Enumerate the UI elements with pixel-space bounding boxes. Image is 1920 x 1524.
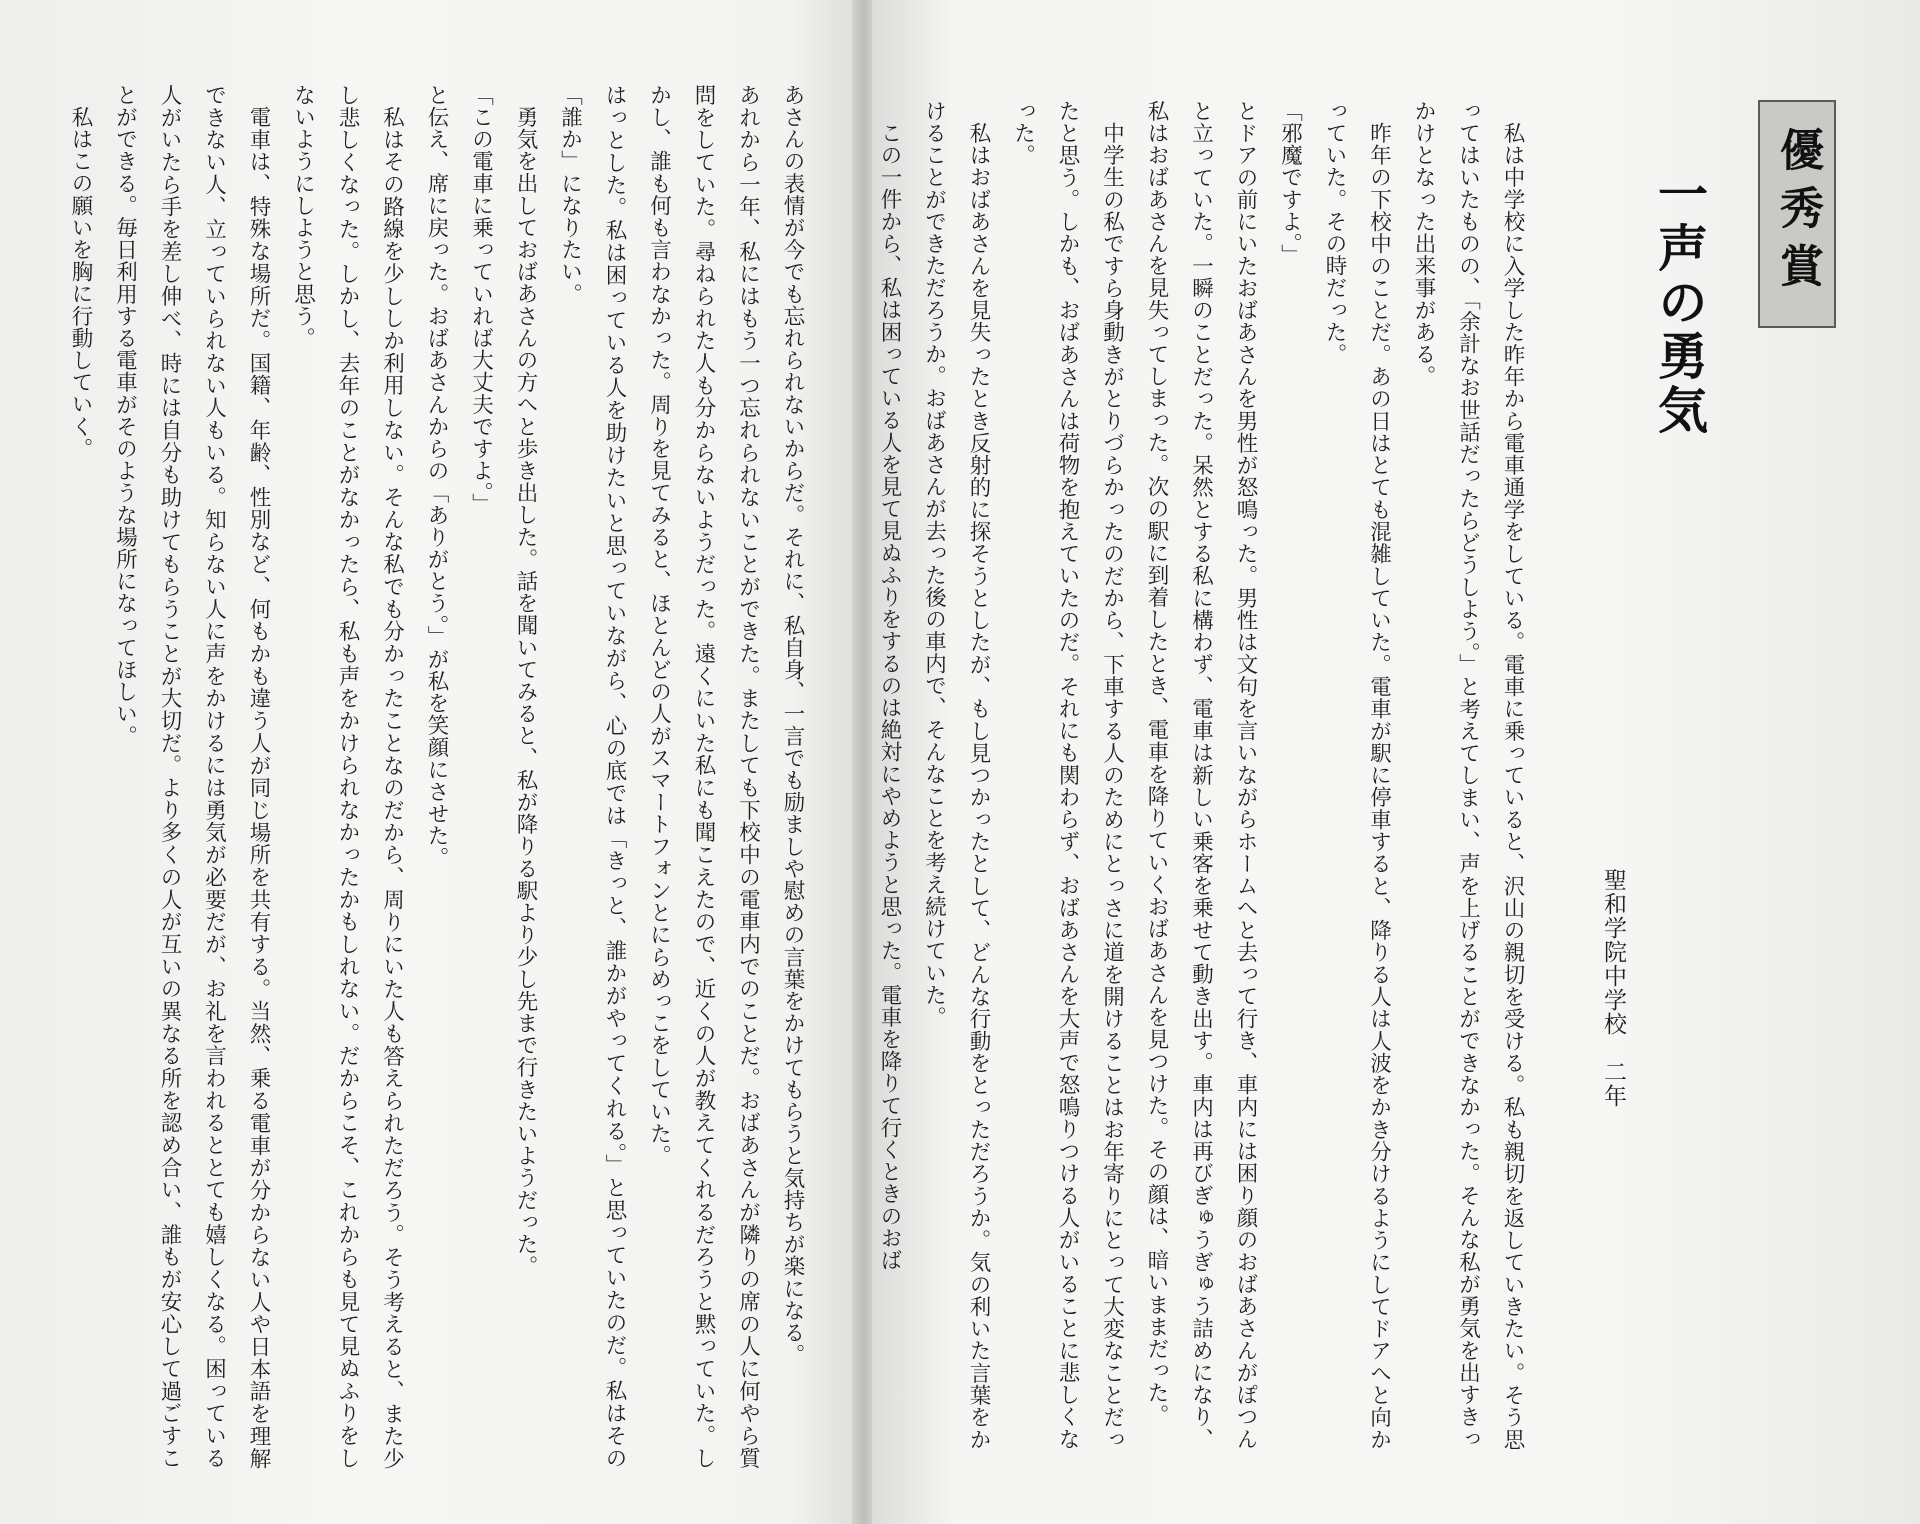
left-page-body — [58, 84, 815, 1469]
paragraph: この一件から、私は困っている人を見て見ぬふりをするのは絶対にやめようと思った。電車を降りて行くときのおば — [877, 121, 902, 1271]
paragraph: 電車は、特殊な場所だ。国籍、年齢、性別など、何もかも違う人が同じ場所を共有する。当然、乗る電車が分からない人や日本語を理解できない人、立っていられない人もいる。知らない人に声をかけるには勇気が必要だが、お礼を言われるととても嬉しくなる。困っている人がいたら手を差し伸べ、時には自分も助けてもらうことが大切だ。より多くの人が互いの異なる所を認め合い、誰もが安心して過ごすことができる。毎日利用する電車がそのような場所になってほしい。 — [112, 84, 271, 1469]
paragraph: あさんの表情が今でも忘れられないからだ。それに、私自身、一言でも励ましや慰めの言葉をかけてもらうと気持ちが楽になる。 — [780, 84, 805, 1366]
right-page — [872, 0, 1920, 1524]
left-page — [0, 0, 856, 1524]
paragraph: とドアの前にいたおばあさんを男性が怒鳴った。男性は文句を言いながらホームへと去って行き、車内には困り顔のおばあさんがぽつんと立っていた。一瞬のことだった。呆然とする私に構わず、電車は新しい乗客を乗せて動き出す。車内は再びぎゅうぎゅう詰めになり、私はおばあさんを見失ってしまった。次の駅に到着したとき、電車を降りていくおばあさんを見つけた。その顔は、暗いままだった。 — [1144, 100, 1258, 1450]
award-badge: 優秀賞 — [1758, 100, 1836, 328]
paragraph: 私は中学校に入学した昨年から電車通学をしている。電車に乗っていると、沢山の親切を受ける。私も親切を返していきたい。そう思ってはいたものの、「余計なお世話だったらどうしよう。」と考えてしまい、声を上げることができなかった。そんな私が勇気を出すきっかけとなった出来事がある。 — [1411, 100, 1525, 1450]
paragraph: 私はおばあさんを見失ったとき反射的に探そうとしたが、もし見つかったとして、どんな行動をとっただろうか。気の利いた言葉をかけることができただろうか。おばあさんが去った後の車内で、そんなことを考え続けていた。 — [921, 100, 991, 1450]
paragraph: はっとした。私は困っている人を助けたいと思っていながら、心の底では「きっと、誰かがやってくれる。」と思っていたのだ。私はその「誰か」になりたい。 — [557, 84, 627, 1469]
paragraph: 中学生の私ですら身動きがとりづらかったのだから、下車する人のためにとっさに道を開けることはお年寄りにとって大変なことだったと思う。しかも、おばあさんは荷物を抱えていたのだ。それにも関わらず、おばあさんを大声で怒鳴りつける人がいることに悲しくなった。 — [1010, 100, 1125, 1450]
paragraph: 勇気を出しておばあさんの方へと歩き出した。話を聞いてみると、私が降りる駅より少し先まで行きたいようだった。 — [513, 105, 538, 1277]
award-label — [1758, 100, 1836, 328]
paragraph: 私はこの願いを胸に行動していく。 — [68, 105, 93, 460]
paragraph: と伝え、席に戻った。おばあさんからの「ありがとう。」が私を笑顔にさせた。 — [424, 84, 449, 869]
paragraph: あれから一年、私にはもう一つ忘れられないことができた。またしても下校中の電車内でのことだ。おばあさんが隣りの席の人に何やら質問をしていた。尋ねられた人も分からないようだった。遠くにいた私にも聞こえたので、近くの人が教えてくれるだろうと黙っていた。しかし、誰も何も言わなかった。周りを見てみると、ほとんどの人がスマートフォンとにらめっこをしていた。 — [646, 84, 761, 1469]
paragraph: 「この電車に乗っていれば大丈夫ですよ。」 — [468, 84, 494, 516]
right-page-body — [867, 100, 1535, 1450]
essay-title: 一声の勇気 — [1650, 168, 1709, 438]
paragraph: 昨年の下校中のことだ。あの日はとても混雑していた。電車が駅に停車すると、降りる人は人波をかき分けるようにしてドアへと向かっていた。その時だった。 — [1322, 100, 1392, 1450]
paragraph: 「邪魔ですよ。」 — [1277, 100, 1303, 267]
paragraph: 私はその路線を少ししか利用しない。そんな私でも分かったことなのだから、周りにいた人も答えられただろう。そう考えると、また少し悲しくなった。しかし、去年のことがなかったら、私も声をかけられなかったかもしれない。だからこそ、これからも見て見ぬふりをしないようにしようと思う。 — [290, 84, 405, 1469]
essay-author: 聖和学院中学校 二年 — [1600, 868, 1626, 1108]
